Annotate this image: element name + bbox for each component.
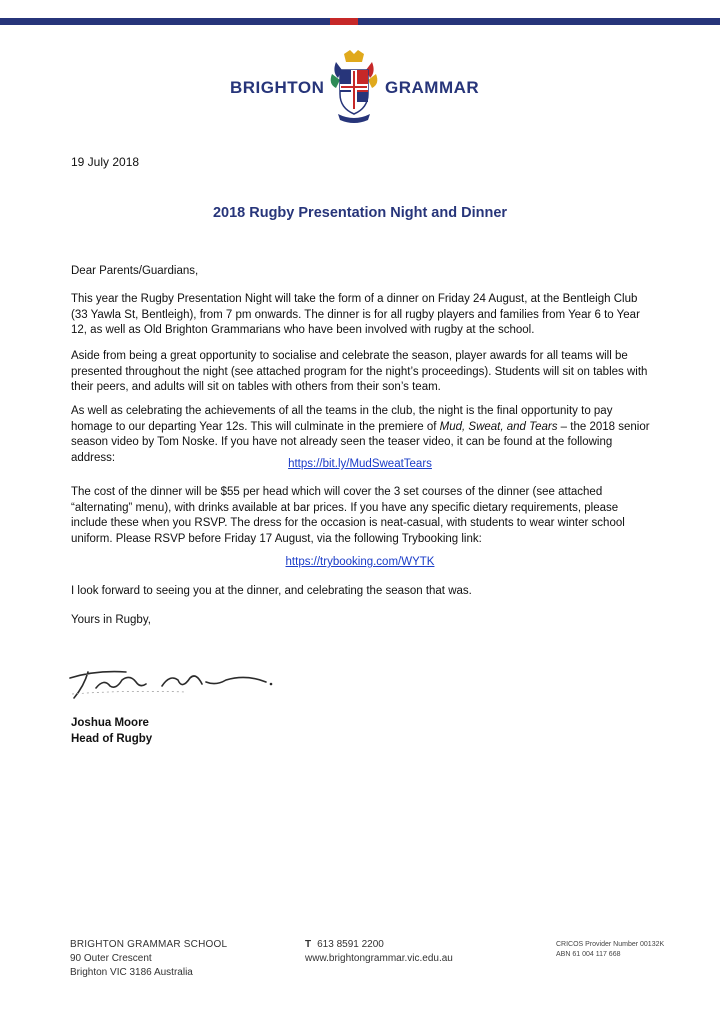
video-link[interactable]: https://bit.ly/MudSweatTears: [288, 458, 432, 470]
paragraph-1: [71, 292, 651, 339]
salutation: [71, 264, 651, 280]
paragraph-1-text: This year the Rugby Presentation Night will take the form of a dinner on Friday 24 August, at the Bentleigh Club (33 Yawla St, Bentleigh), from 7 pm onwards. The dinner is for all rugby players and families from Year 6 to Year 12, as well as Old Brighton Grammarians who have been involved with rugby at the school.: [71, 293, 640, 337]
footer-cricos: CRICOS Provider Number 00132K: [556, 941, 665, 948]
footer-website: www.brightongrammar.vic.edu.au: [305, 953, 453, 964]
footer-address: [70, 938, 227, 980]
signer-role: Head of Rugby: [71, 733, 153, 745]
footer-address-line-2: Brighton VIC 3186 Australia: [70, 967, 193, 978]
footer-phone: 613 8591 2200: [317, 939, 384, 950]
school-crest-icon: [326, 48, 382, 128]
paragraph-2-text: Aside from being a great opportunity to socialise and celebrate the season, player awards for all teams will be presented throughout the night (see attached program for the night’s proceedings). Students will sit on tables with their peers, and adults will sit on tables with others from their son’s team.: [71, 350, 648, 394]
signer-name: Joshua Moore: [71, 717, 149, 729]
footer-abn: ABN 61 004 117 668: [556, 951, 621, 958]
paragraph-5-text: I look forward to seeing you at the dinner, and celebrating the season that was.: [71, 585, 472, 597]
top-bar-navy-right: [358, 18, 720, 25]
top-bar-navy-left: [0, 18, 330, 25]
footer-address-line-1: 90 Outer Crescent: [70, 953, 152, 964]
closing: [71, 613, 651, 629]
footer-contact: [305, 938, 453, 966]
top-bar-red: [330, 18, 358, 25]
letter-title: 2018 Rugby Presentation Night and Dinner: [212, 205, 508, 221]
paragraph-4: [71, 485, 651, 547]
paragraph-3-part-b: – the 2018 senior season video by Tom Noske. If you have not already seen the teaser video, it can be found at the following address:: [71, 420, 650, 464]
salutation-text: Dear Parents/Guardians,: [71, 265, 199, 277]
video-title: Mud, Sweat, and Tears: [439, 420, 558, 433]
top-color-bar: [0, 18, 720, 25]
paragraph-2: [71, 349, 651, 396]
footer-registration: [556, 940, 664, 960]
logo-word-brighton: BRIGHTON: [230, 78, 325, 97]
paragraph-4-text: The cost of the dinner will be $55 per head which will cover the 3 set courses of the dinner (see attached “alternating” menu), with drinks available at bar prices. If you have any specific dietary requirements, please include these when you RSVP. The dress for the occasion is neat-casual, with students to wear winter school uniform. Please RSVP before Friday 17 August, via the following Trybooking link:: [71, 486, 625, 545]
letter-date: 19 July 2018: [71, 155, 140, 169]
footer-phone-line: [305, 938, 453, 952]
paragraph-5: [71, 584, 651, 600]
footer-school-name: BRIGHTON GRAMMAR SCHOOL: [70, 939, 228, 950]
booking-link-line: [0, 556, 720, 568]
logo-word-grammar: GRAMMAR: [385, 78, 480, 97]
trybooking-link[interactable]: https://trybooking.com/WYTK: [285, 556, 435, 568]
paragraph-3-part-a: As well as celebrating the achievements of all the teams in the club, the night is the final opportunity to pay homage to our departing Year 12s. This will culminate in the premiere of: [71, 405, 613, 433]
video-link-line: [0, 458, 720, 470]
closing-text: Yours in Rugby,: [71, 614, 151, 626]
signer-block: [71, 715, 152, 747]
school-logo: [230, 48, 490, 130]
signature-image: [66, 660, 281, 705]
footer-phone-label: T: [305, 939, 312, 950]
